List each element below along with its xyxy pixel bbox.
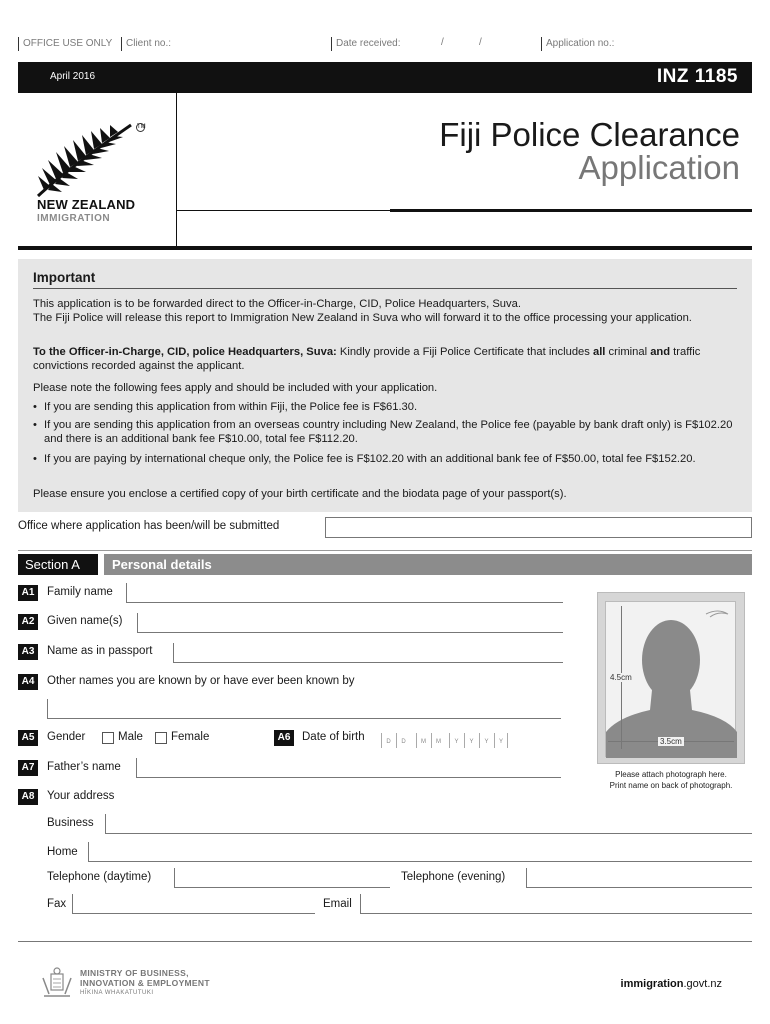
gender-female-label: Female — [171, 731, 210, 743]
dob-year-3[interactable]: Y — [479, 733, 493, 748]
business-address-field[interactable] — [105, 814, 752, 834]
section-title: Personal details — [104, 554, 752, 575]
family-name-label: Family name — [47, 586, 113, 598]
silver-fern-icon — [36, 120, 136, 203]
important-para3 — [33, 345, 738, 373]
fathers-name-label: Father’s name — [47, 761, 121, 773]
header-divider — [176, 93, 177, 248]
email-label: Email — [323, 898, 352, 910]
photo-caption-line1: Please attach photograph here. — [615, 770, 727, 779]
important-rule — [33, 288, 737, 289]
mbie-name — [80, 968, 210, 988]
gender-male-label: Male — [118, 731, 143, 743]
tel-day-label: Telephone (daytime) — [47, 871, 152, 883]
website-link[interactable] — [621, 978, 722, 990]
important-para5: Please ensure you enclose a certified copy of your birth certificate and the biodata page of your passport(s). — [33, 488, 567, 500]
logo-name: NEW ZEALAND — [37, 197, 136, 212]
para3-text-a: Kindly provide a Fiji Police Certificate that includes — [336, 346, 593, 358]
dob-label: Date of birth — [302, 731, 365, 743]
officer-heading: To the Officer-in-Charge, CID, police Headquarters, Suva: — [33, 346, 337, 358]
para3-text-b: criminal — [605, 346, 651, 358]
fee-bullet: • If you are sending this application from within Fiji, the Police fee is F$61.30. — [33, 400, 738, 414]
dob-year-1[interactable]: Y — [449, 733, 463, 748]
other-names-label: Other names you are known by or have ever been known by — [47, 675, 355, 687]
question-number: A4 — [18, 674, 38, 690]
family-name-field[interactable] — [126, 583, 563, 603]
question-number: A1 — [18, 585, 38, 601]
question-number: A7 — [18, 760, 38, 776]
tel-day-field[interactable] — [174, 868, 390, 888]
title-rule-thick — [390, 209, 752, 212]
date-received-label: Date received: — [331, 37, 400, 51]
photo-caption — [590, 769, 752, 791]
dob-year-4[interactable]: Y — [494, 733, 508, 748]
photo-width-label: 3.5cm — [660, 737, 682, 746]
passport-name-label: Name as in passport — [47, 645, 153, 657]
trademark-icon: TM — [137, 124, 146, 130]
important-para4: Please note the following fees apply and should be included with your application. — [33, 382, 438, 394]
other-names-field[interactable] — [47, 699, 561, 719]
office-use-label: OFFICE USE ONLY — [18, 37, 112, 51]
fax-label: Fax — [47, 898, 67, 910]
office-submitted-field[interactable] — [325, 517, 752, 538]
question-number: A6 — [274, 730, 294, 746]
coat-of-arms-icon — [40, 966, 74, 1005]
date-separator: / — [479, 37, 482, 48]
office-submitted-label: Office where application has been/will be submitted — [18, 520, 280, 532]
mbie-line1: MINISTRY OF BUSINESS, — [80, 968, 189, 978]
gender-male-checkbox[interactable] — [102, 732, 114, 744]
fathers-name-field[interactable] — [136, 758, 561, 778]
question-number: A3 — [18, 644, 38, 660]
fax-field[interactable] — [72, 894, 315, 914]
mbie-sub: HĪKINA WHAKATUTUKI — [80, 990, 154, 996]
section-rule — [18, 550, 752, 551]
dob-month-1[interactable]: M — [416, 733, 430, 748]
address-label: Your address — [47, 790, 115, 802]
section-label: Section A — [18, 554, 98, 575]
important-para1: This application is to be forwarded direct to the Officer-in-Charge, CID, Police Headquarters, Suva. — [33, 298, 521, 310]
website-rest: .govt.nz — [683, 978, 722, 990]
important-title: Important — [33, 270, 96, 285]
logo-sub: IMMIGRATION — [37, 213, 111, 224]
home-address-field[interactable] — [88, 842, 752, 862]
fee-bullet: • If you are sending this application from an overseas country including New Zealand, the Police fee (payable by bank draft only) is F$102.20 and there is an additional bank fee F$10.00, total fee F$112.20. — [33, 418, 738, 446]
client-no-label: Client no.: — [121, 37, 171, 51]
para3-text-c: traffic convictions recorded against the applicant. — [33, 346, 701, 372]
question-number: A8 — [18, 789, 38, 805]
website-bold: immigration — [620, 978, 684, 990]
dob-day-2[interactable]: D — [396, 733, 410, 748]
dob-year-2[interactable]: Y — [464, 733, 478, 748]
question-number: A2 — [18, 614, 38, 630]
photo-height-label: 4.5cm — [610, 673, 632, 682]
question-number: A5 — [18, 730, 38, 746]
date-separator: / — [441, 37, 444, 48]
home-label: Home — [47, 846, 78, 858]
footer-rule — [18, 941, 752, 942]
business-label: Business — [47, 817, 94, 829]
para3-and: and — [650, 346, 671, 358]
passport-name-field[interactable] — [173, 643, 563, 663]
photo-caption-line2: Print name on back of photograph. — [609, 781, 733, 790]
page-title: Fiji Police Clearance — [439, 116, 740, 153]
gender-female-checkbox[interactable] — [155, 732, 167, 744]
page-subtitle: Application — [578, 149, 740, 186]
tel-evening-label: Telephone (evening) — [401, 871, 506, 883]
dob-day-1[interactable]: D — [381, 733, 395, 748]
header-bottom-rule — [18, 246, 752, 250]
header-band — [18, 62, 752, 93]
given-names-label: Given name(s) — [47, 615, 123, 627]
mbie-line2: INNOVATION & EMPLOYMENT — [80, 978, 210, 988]
given-names-field[interactable] — [137, 613, 563, 633]
gender-label: Gender — [47, 731, 86, 743]
fee-bullet: • If you are paying by international cheque only, the Police fee is F$102.20 with an additional bank fee of F$50.00, total fee F$152.20. — [33, 452, 738, 466]
important-para2: The Fiji Police will release this report to Immigration New Zealand in Suva who will forward it to the office processing your application. — [33, 312, 692, 324]
form-date: April 2016 — [50, 71, 96, 82]
para3-all: all — [592, 346, 606, 358]
application-no-label: Application no.: — [541, 37, 614, 51]
tel-evening-field[interactable] — [526, 868, 752, 888]
dob-month-2[interactable]: M — [431, 733, 445, 748]
form-code: INZ 1185 — [656, 66, 738, 87]
email-field[interactable] — [360, 894, 752, 914]
